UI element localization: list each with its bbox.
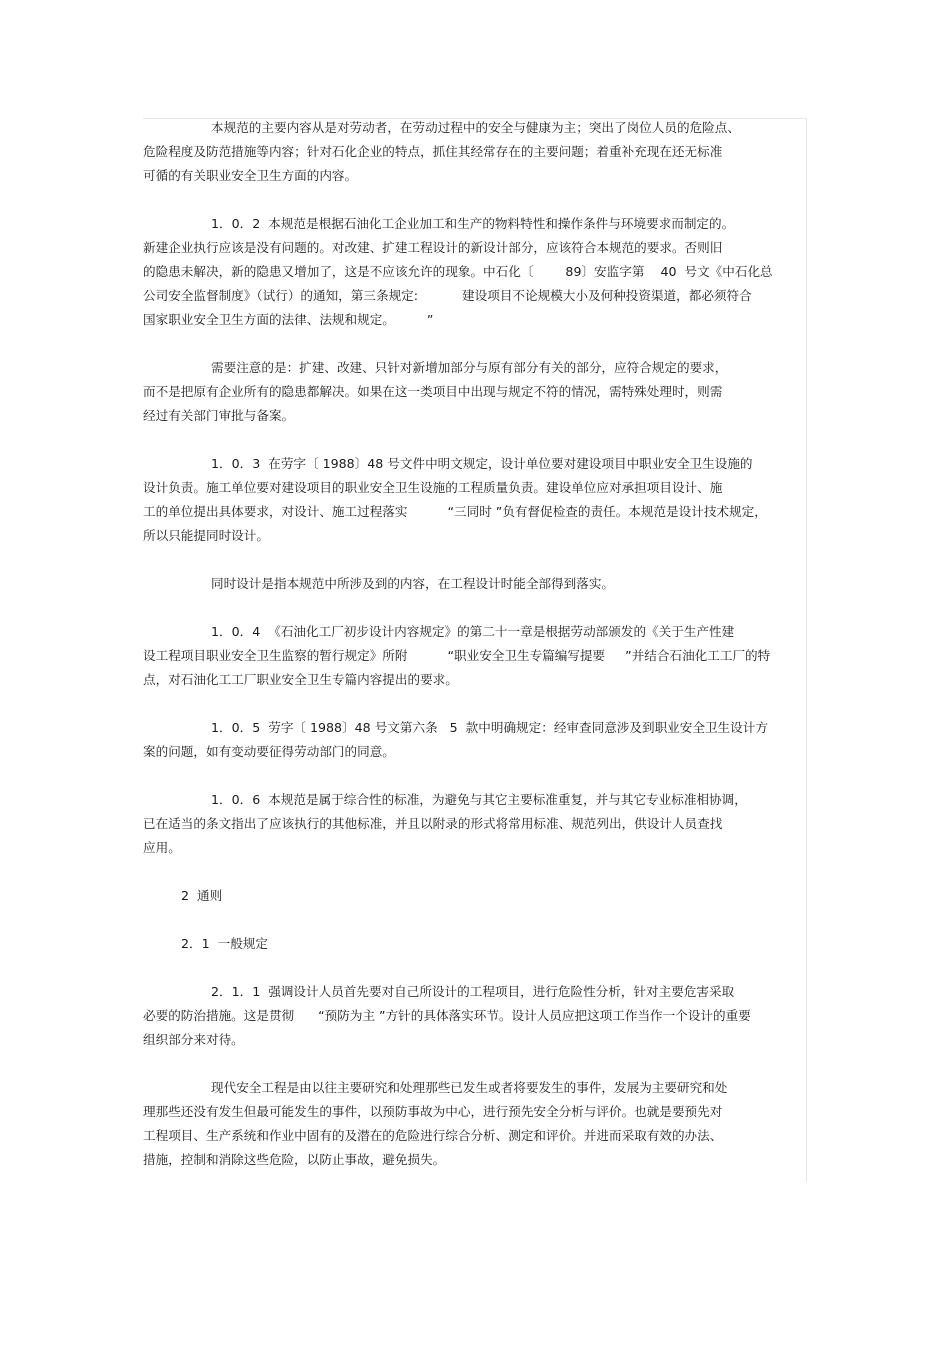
paragraph-1-0-6: 1．0．6 本规范是属于综合性的标准，为避免与其它主要标准重复，并与其它专业标准相协调， 已在适当的条文指出了应该执行的其他标准，并且以附录的形式将常用标准、规范列出，供设计人员查找 应用。 <box>143 792 747 855</box>
paragraph-note: 需要注意的是：扩建、改建、只针对新增加部分与原有部分有关的部分，应符合规定的要求， 而不是把原有企业所有的隐患都解决。如果在这一类项目中出现与规定不符的情况，需特殊处理时，则需 经过有关部门审批与备案。 <box>143 360 728 423</box>
paragraph-1-0-5: 1．0．5 劳字〔 1988〕48 号文第六条 5 款中明确规定：经审查同意涉及到职业安全卫生设计方 案的问题，如有变动要征得劳动部门的同意。 <box>143 720 768 759</box>
document-body <box>143 116 823 1172</box>
section-heading: 2．1 一般规定 <box>181 936 269 951</box>
chapter-heading: 2 通则 <box>181 888 223 903</box>
paragraph-2-1-1: 2．1．1 强调设计人员首先要对自己所设计的工程项目，进行危险性分析，针对主要危害采取 必要的防治措施。这是贯彻 “预防为主 ”方针的具体落实环节。设计人员应把这项工作当作一个设计的重要 组织部分来对待。 <box>143 984 751 1047</box>
paragraph-1-0-4: 1．0．4 《石油化工厂初步设计内容规定》的第二十一章是根据劳动部颁发的《关于生产性建 设工程项目职业安全卫生监察的暂行规定》所附 “职业安全卫生专篇编写提要 ”并结合石油化工工厂的特 点，对石油化工工厂职业安全卫生专篇内容提出的要求。 <box>143 624 771 687</box>
paragraph-1-0-3: 1．0．3 在劳字〔 1988〕48 号文件中明文规定，设计单位要对建设项目中职业安全卫生设施的 设计负责。施工单位要对建设项目的职业安全卫生设施的工程质量负责。建设单位应对承担项目设计、施 工的单位提出具体要求，对设计、施工过程落实 “三同时 ”负有督促检查的责任。本规范是设计技术规定， 所以只能提同时设计。 <box>143 456 767 543</box>
paragraph-intro: 本规范的主要内容从是对劳动者，在劳动过程中的安全与健康为主；突出了岗位人员的危险点、 危险程度及防范措施等内容；针对石化企业的特点，抓住其经常存在的主要问题；着重补充现在还无标准 可循的有关职业安全卫生方面的内容。 <box>143 120 740 183</box>
paragraph-simultaneous: 同时设计是指本规范中所涉及到的内容，在工程设计时能全部得到落实。 <box>211 576 614 591</box>
paragraph-modern-safety: 现代安全工程是由以往主要研究和处理那些已发生或者将要发生的事件，发展为主要研究和处 理那些还没有发生但最可能发生的事件，以预防事故为中心，进行预先安全分析与评价。也就是要预先对 工程项目、生产系统和作业中固有的及潜在的危险进行综合分析、测定和评价。并进而采取有效的办法、 措施，控制和消除这些危险，以防止事故，避免损失。 <box>143 1080 728 1167</box>
paragraph-1-0-2: 1．0．2 本规范是根据石油化工企业加工和生产的物料特性和操作条件与环境要求而制定的。 新建企业执行应该是没有问题的。对改建、扩建工程设计的新设计部分，应该符合本规范的要求。否则旧 的隐患未解决，新的隐患又增加了，这是不应该允许的现象。中石化〔 89〕安监字第 40 号文《中石化总 公司安全监督制度》（试行）的通知，第三条规定: 建设项目不论规模大小及何种投资渠道，都必须符合 国家职业安全卫生方面的法律、法规和规定。 ” <box>143 216 773 327</box>
